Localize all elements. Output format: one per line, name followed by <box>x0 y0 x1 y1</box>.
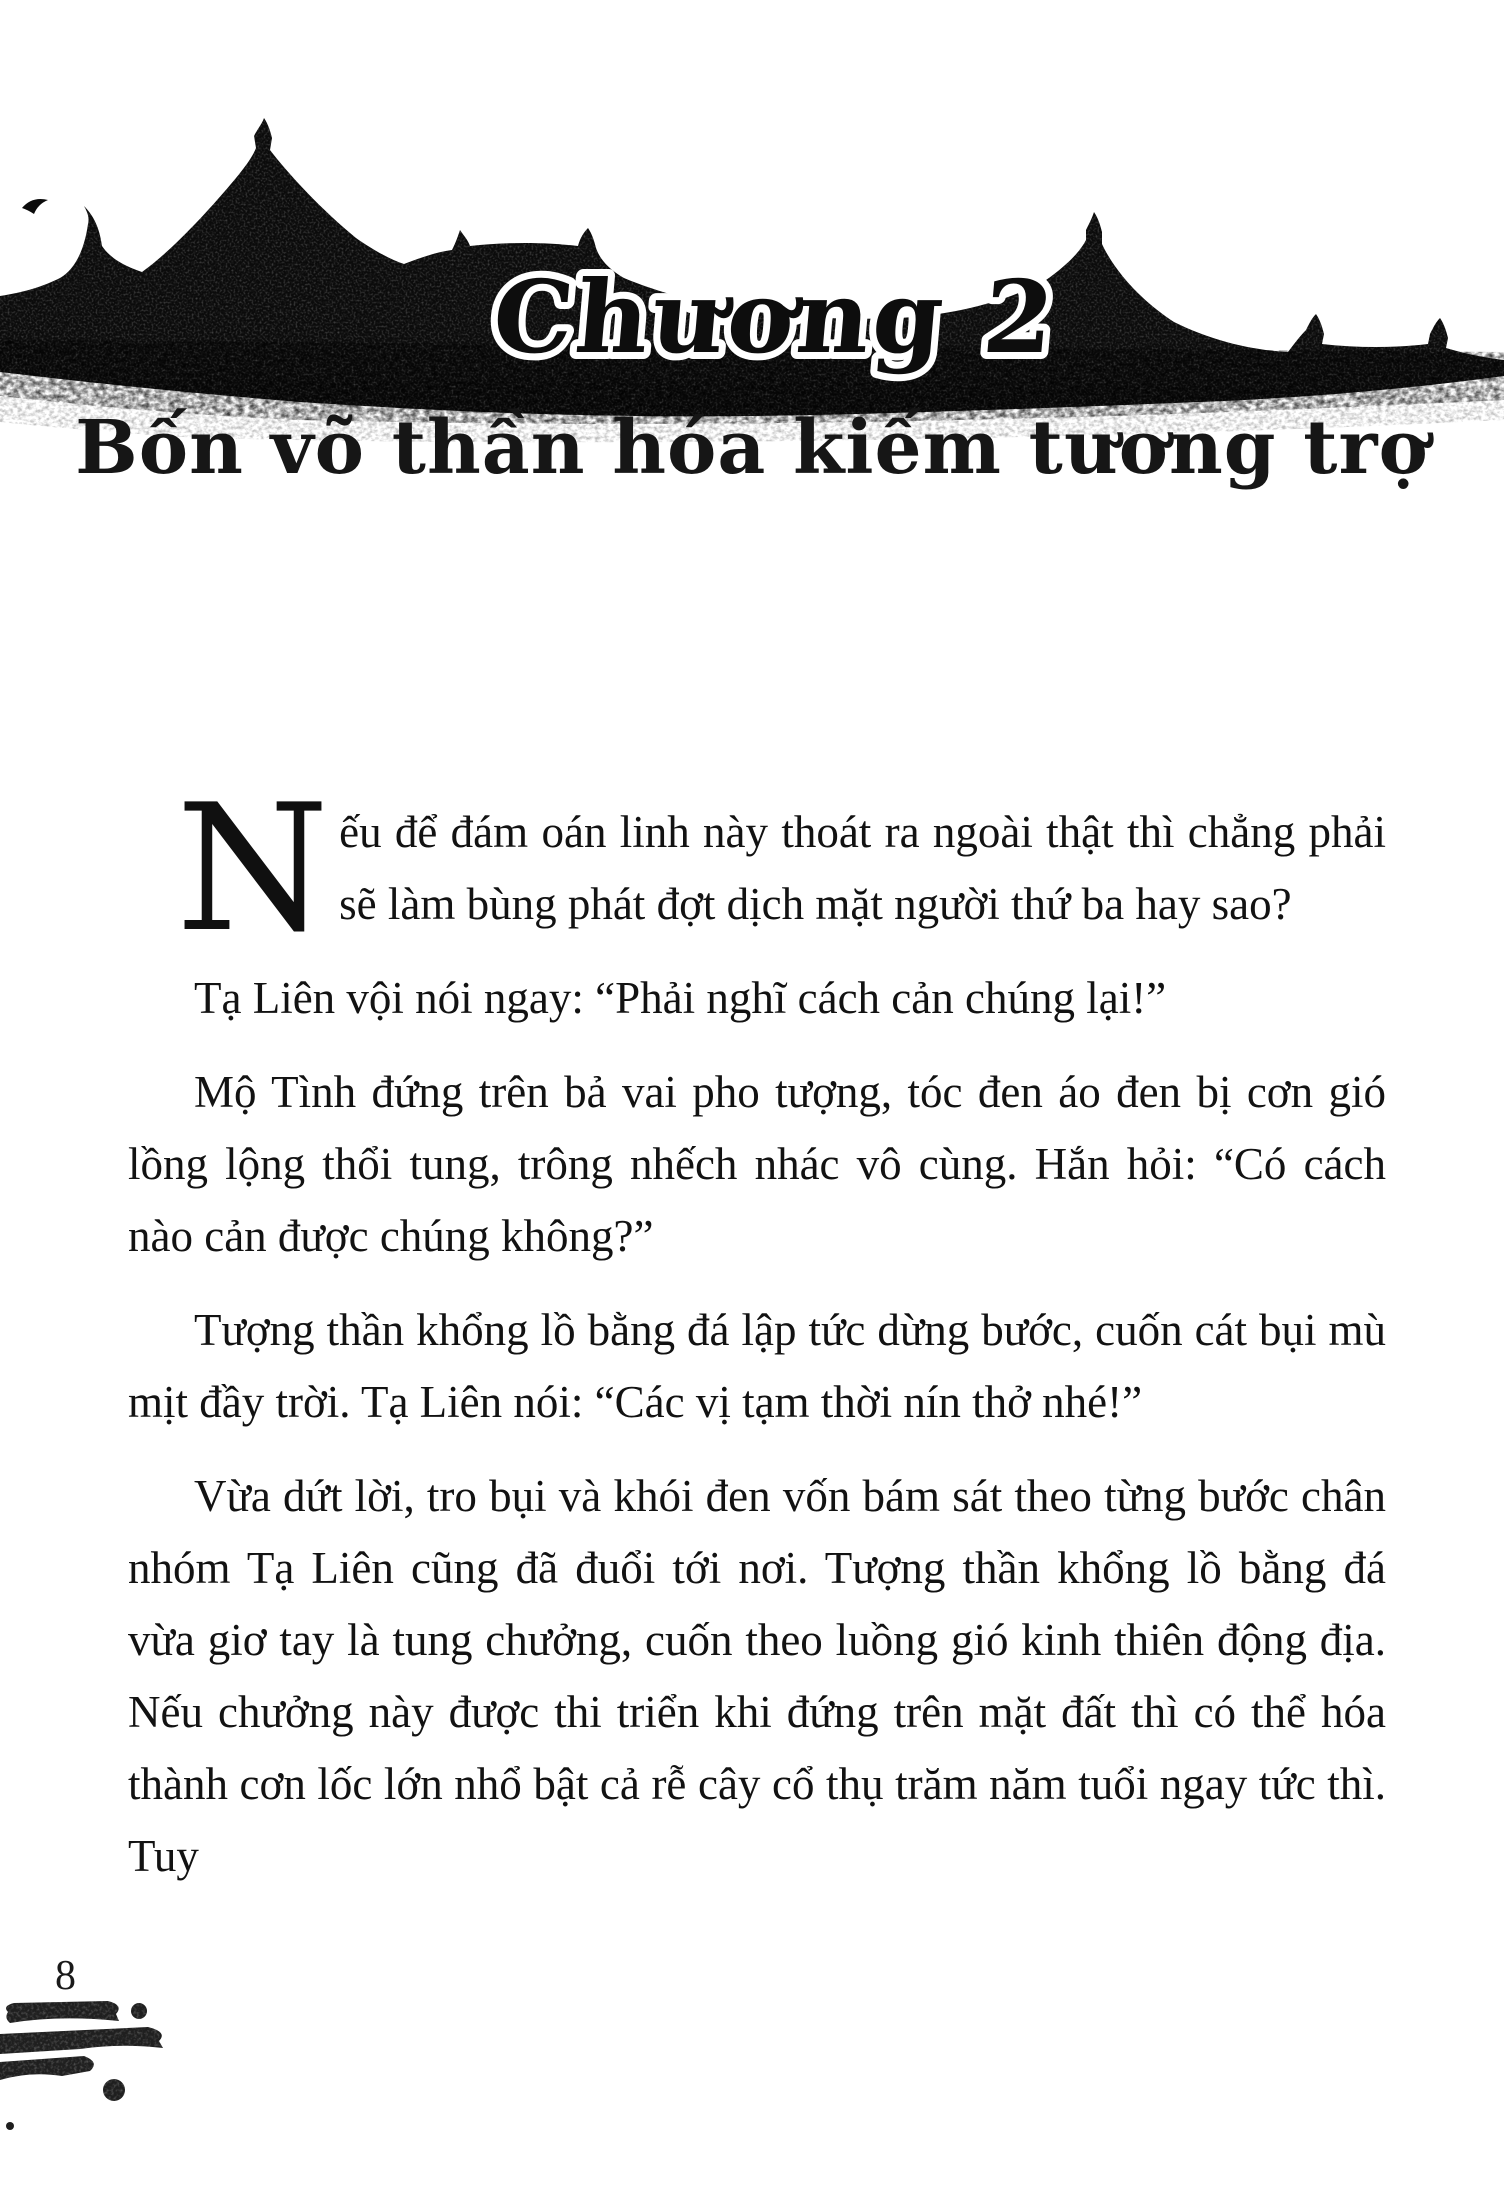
page-number: 8 <box>55 1953 76 1999</box>
ink-splash-decoration <box>0 1998 270 2158</box>
drop-cap: N <box>176 768 330 971</box>
chapter-title: Bốn võ thần hóa kiếm tương trợ <box>75 405 1429 491</box>
chapter-heading: Chương 2 <box>488 258 1062 376</box>
roof-tick-shape <box>22 199 48 214</box>
paragraph-text: ếu để đám oán linh này thoát ra ngoài thật thì chẳng phải sẽ làm bùng phát đợt dịch mặt người thứ ba hay sao? <box>339 807 1386 929</box>
ink-dot-shape <box>6 2122 14 2130</box>
body-text <box>128 768 1386 1914</box>
paragraph <box>128 768 1386 971</box>
paragraph: Mộ Tình đứng trên bả vai pho tượng, tóc đen áo đen bị cơn gió lồng lộng thổi tung, trông nhếch nhác vô cùng. Hắn hỏi: “Có cách nào cản được chúng không?” <box>128 1067 1386 1261</box>
paragraph: Vừa dứt lời, tro bụi và khói đen vốn bám sát theo từng bước chân nhóm Tạ Liên cũng đã đuổi tới nơi. Tượng thần khổng lồ bằng đá vừa giơ tay là tung chưởng, cuốn theo luồng gió kinh thiên động địa. Nếu chưởng này được thi triển khi đứng trên mặt đất thì có thể hóa thành cơn lốc lớn nhổ bật cả rễ cây cổ thụ trăm năm tuổi ngay tức thì. Tuy <box>128 1471 1386 1881</box>
paragraph: Tạ Liên vội nói ngay: “Phải nghĩ cách cản chúng lại!” <box>194 973 1167 1023</box>
paragraph: Tượng thần khổng lồ bằng đá lập tức dừng bước, cuốn cát bụi mù mịt đầy trời. Tạ Liên nói: “Các vị tạm thời nín thở nhé!” <box>128 1305 1386 1427</box>
